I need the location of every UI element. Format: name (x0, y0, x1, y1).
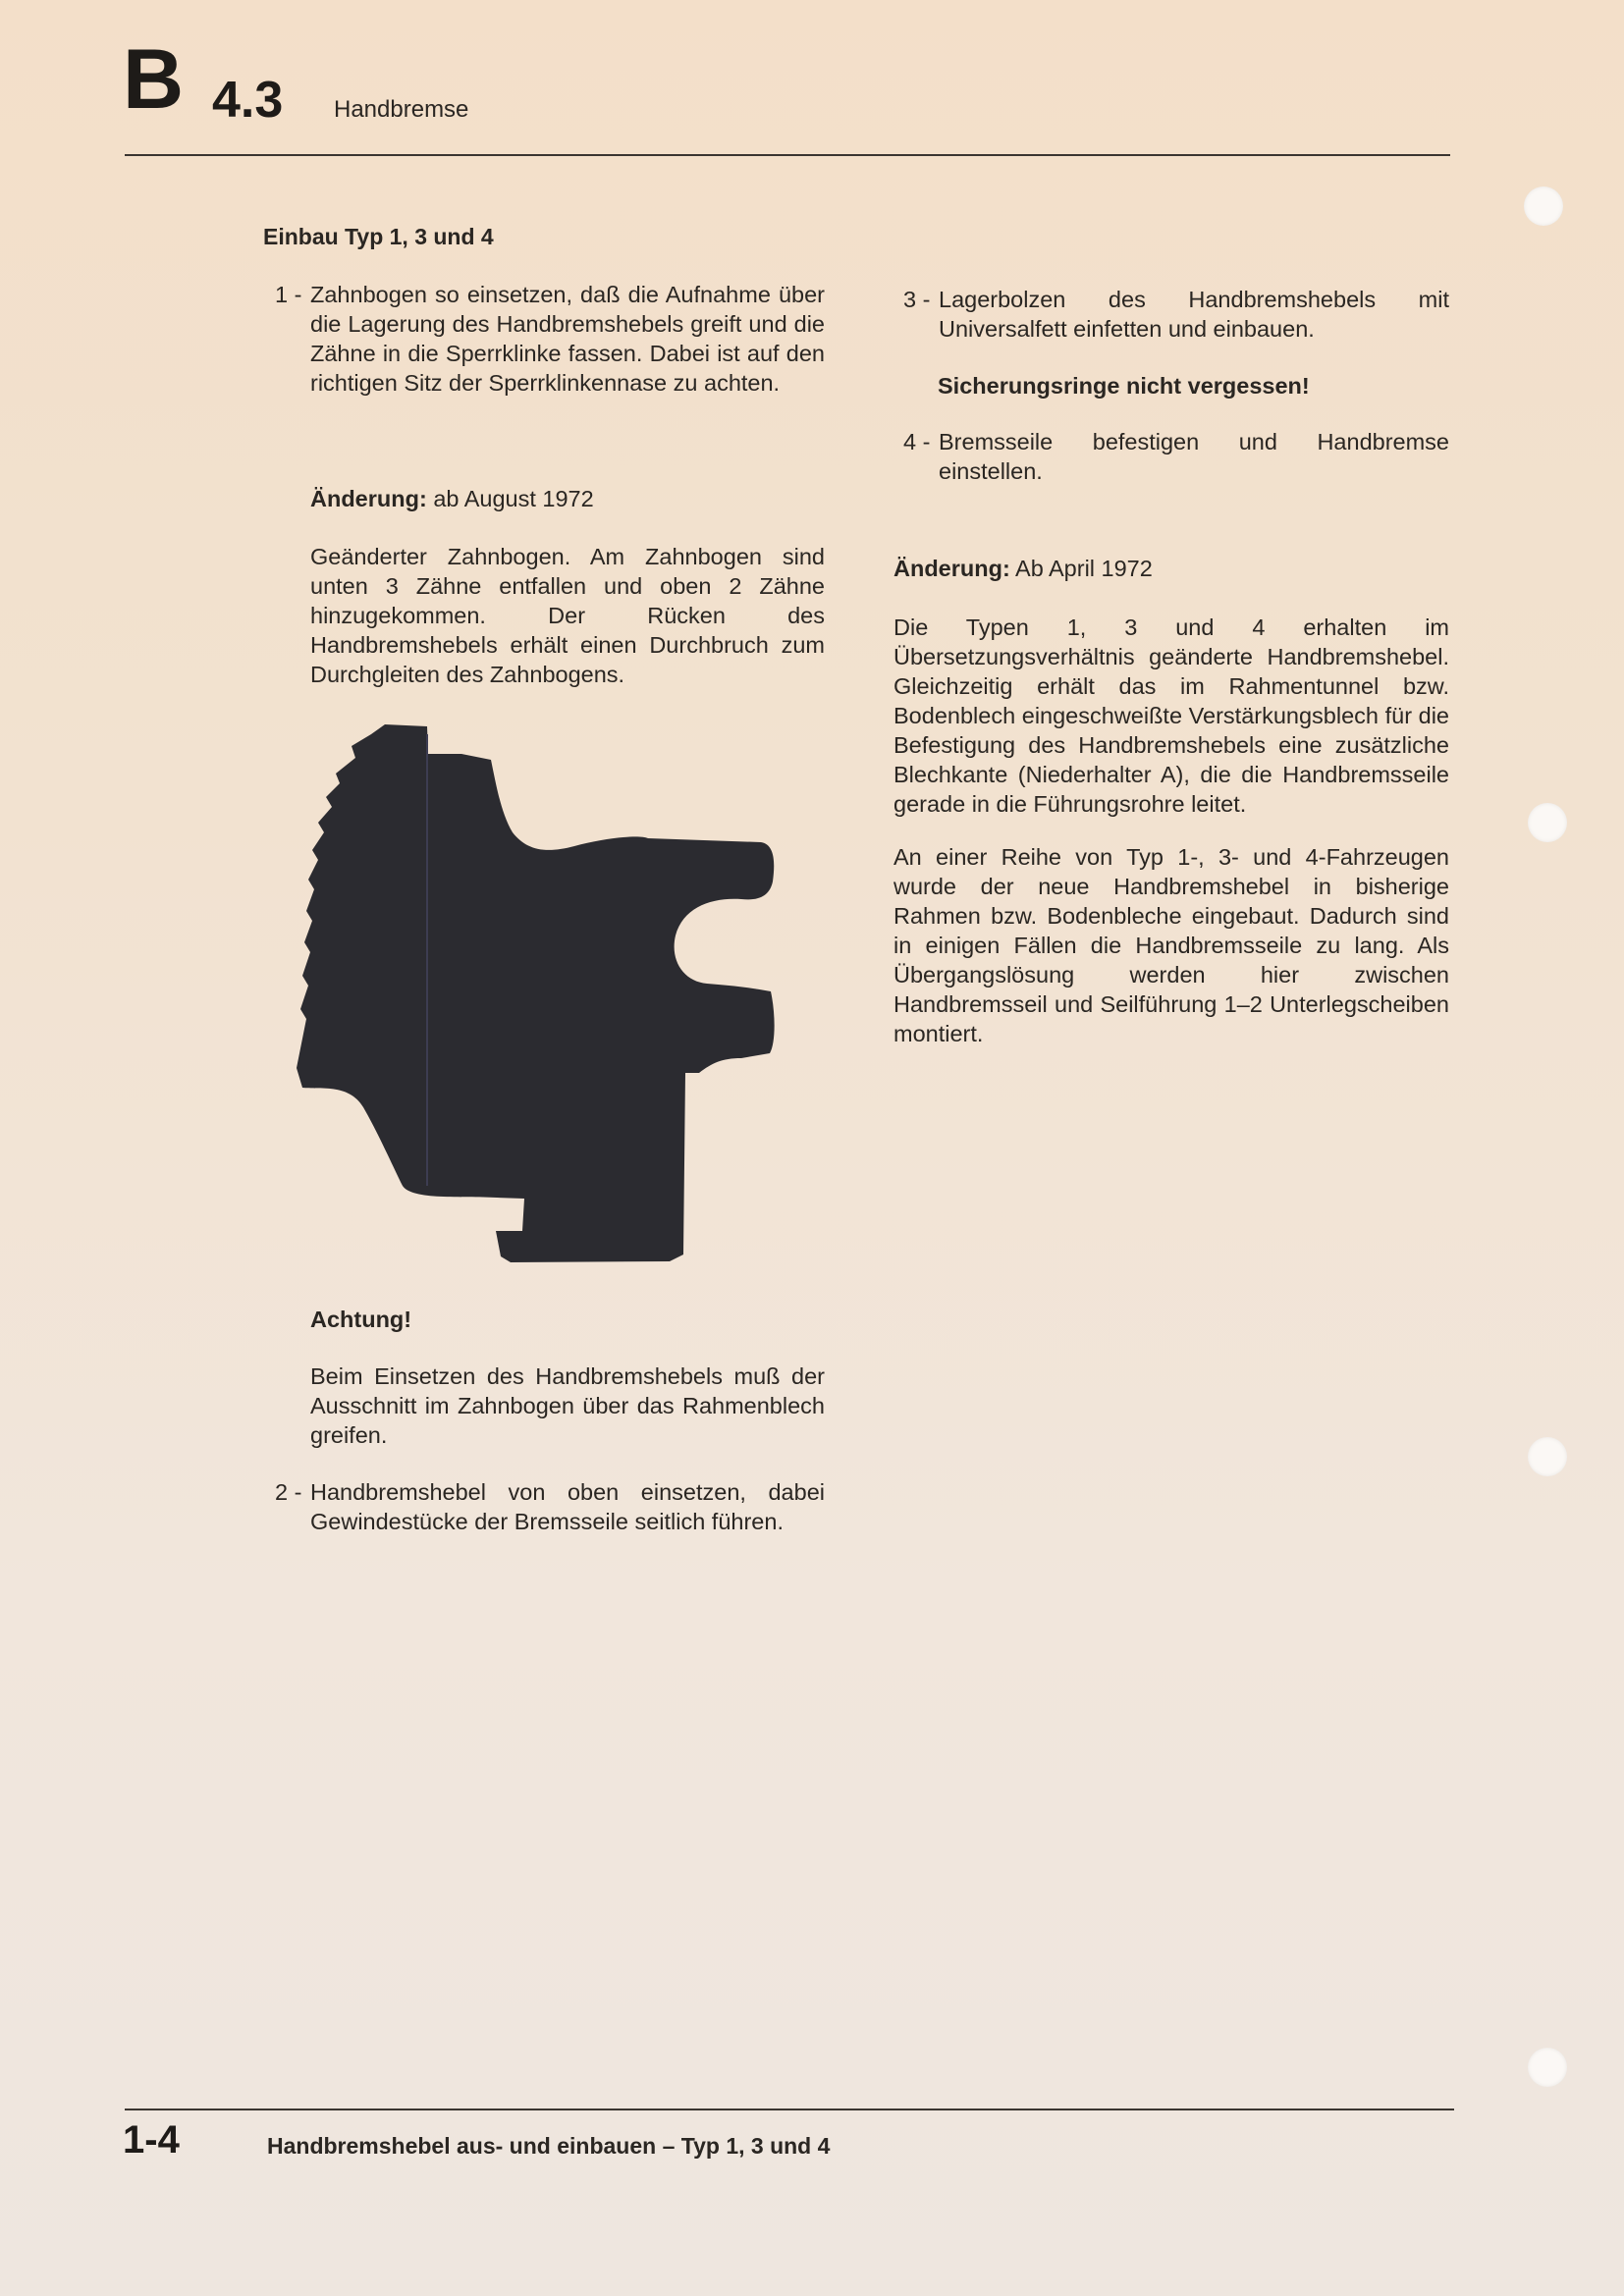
attention-text: Beim Einsetzen des Handbremshebels muß der Ausschnitt im Zahnbogen über das Rahmenblech greifen. (310, 1363, 825, 1448)
zahnbogen-illustration (295, 724, 785, 1269)
step-4-text: Bremsseile befestigen und Handbremse einstellen. (939, 429, 1449, 484)
change-1-line (310, 484, 825, 513)
change-1-text: Geänderter Zahnbogen. Am Zahnbogen sind unten 3 Zähne entfallen und oben 2 Zähne hinzugekommen. Der Rücken des Handbremshebels erhält einen Durchbruch zum Durchgleiten des Zahnbogens. (310, 544, 825, 687)
change-2-text-2: An einer Reihe von Typ 1-, 3- und 4-Fahrzeugen wurde der neue Handbremshebel in bisherige Rahmen bzw. Bodenbleche eingebaut. Dadurch sind in einigen Fällen die Handbremsseile zu lang. Als Übergangslösung werden hier zwischen Handbremsseil und Seilführung 1–2 Unterlegscheiben montiert. (893, 844, 1449, 1046)
change-1-label: Änderung: (310, 486, 427, 511)
step-2-number: 2 - (275, 1479, 302, 1505)
step-3-text: Lagerbolzen des Handbremshebels mit Universalfett einfetten und einbauen. (939, 287, 1449, 342)
step-3 (903, 285, 1449, 344)
section-title: Handbremse (334, 96, 469, 123)
punch-hole (1528, 803, 1567, 842)
change-2-line (893, 554, 1449, 583)
section-letter: B (123, 32, 183, 127)
punch-hole (1528, 2048, 1567, 2087)
zahnbogen-part (297, 724, 775, 1262)
header-rule (125, 154, 1450, 156)
footer-rule (125, 2109, 1454, 2110)
step-4 (903, 427, 1449, 486)
change-2-date: Ab April 1972 (1015, 556, 1153, 581)
change-2-label: Änderung: (893, 556, 1010, 581)
step-1-text: Zahnbogen so einsetzen, daß die Aufnahme über die Lagerung des Handbremshebels greift und die Zähne in die Sperrklinke fassen. Dabei ist auf den richtigen Sitz der Sperrklinkennase zu achten. (310, 282, 825, 396)
warning-text: Sicherungsringe nicht vergessen! (938, 373, 1310, 399)
section-number: 4.3 (212, 72, 284, 129)
change-2-text-1: Die Typen 1, 3 und 4 erhalten im Übersetzungsverhältnis geänderte Handbremshebel. Gleichzeitig erhält das im Rahmentunnel bzw. Bodenblech eingeschweißte Verstärkungsblech für die Befestigung des Handbremshebels eine zusätzliche Blechkante (Niederhalter A), die die Handbremsseile gerade in die Führungsrohre leitet. (893, 614, 1449, 817)
change-1-date: ab August 1972 (433, 486, 594, 511)
step-4-number: 4 - (903, 429, 931, 454)
step-3-number: 3 - (903, 287, 931, 312)
attention-label: Achtung! (310, 1307, 412, 1332)
step-1 (275, 280, 825, 398)
step-2 (275, 1477, 825, 1536)
step-1-number: 1 - (275, 282, 302, 307)
install-heading: Einbau Typ 1, 3 und 4 (263, 224, 494, 249)
step-2-text: Handbremshebel von oben einsetzen, dabei Gewindestücke der Bremsseile seitlich führen. (310, 1479, 825, 1534)
punch-hole (1524, 187, 1563, 226)
punch-hole (1528, 1437, 1567, 1476)
page-number: 1-4 (123, 2118, 180, 2162)
footer-title: Handbremshebel aus- und einbauen – Typ 1, 3 und 4 (267, 2133, 831, 2159)
